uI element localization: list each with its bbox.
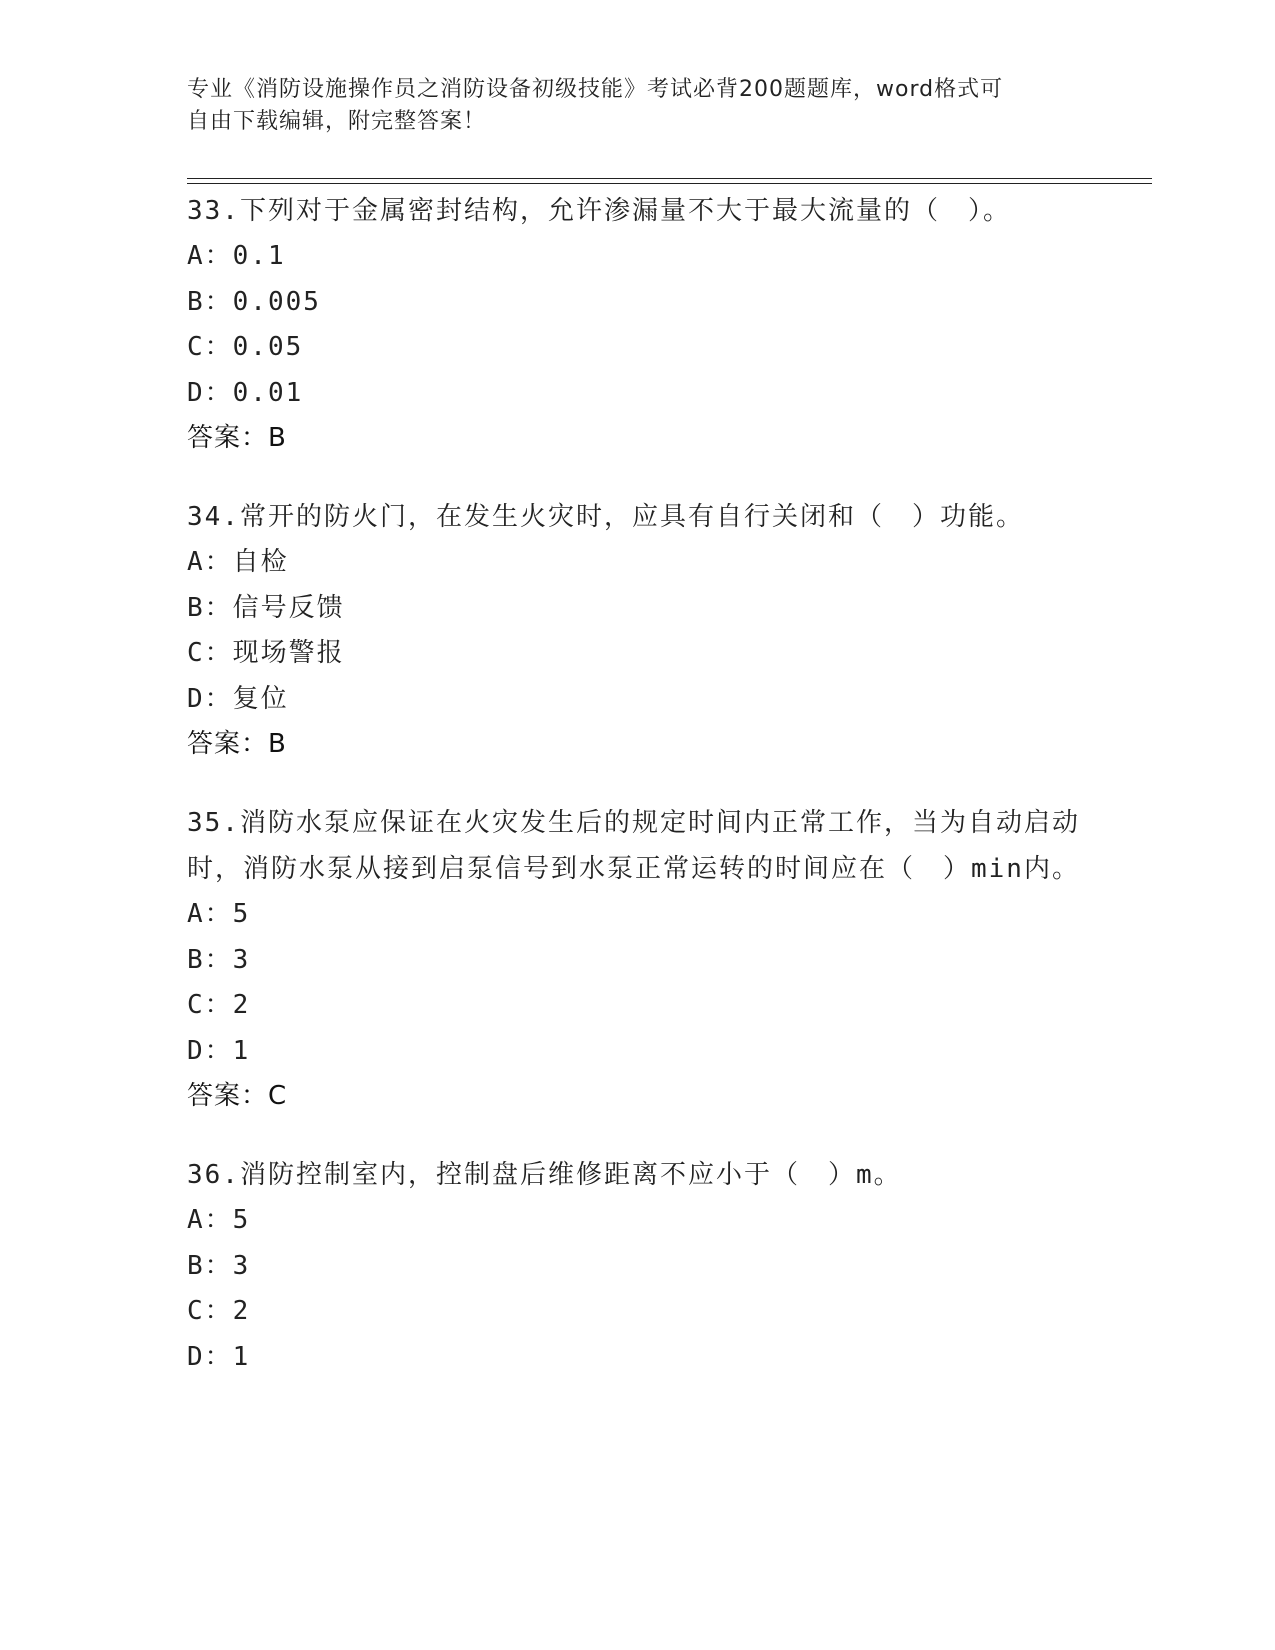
header-divider-bottom: [187, 183, 1152, 184]
answer-line: 答案：B: [187, 423, 287, 453]
question-33: [187, 188, 1087, 461]
option-d: D：1: [187, 1341, 251, 1372]
header-title-line-2: 自由下载编辑，附完整答案！: [187, 109, 487, 134]
question-list: [187, 188, 1087, 1413]
option-d: D：0.01: [187, 377, 304, 408]
option-b: B：0.005: [187, 286, 321, 317]
question-34: [187, 494, 1087, 767]
header-divider-top: [187, 178, 1152, 179]
option-d: D：1: [187, 1035, 251, 1066]
option-d: D：复位: [187, 683, 289, 714]
option-a: A：5: [187, 1205, 251, 1235]
option-a: A：0.1: [187, 241, 286, 271]
question-stem: 34.常开的防火门，在发生火灾时，应具有自行关闭和（ ）功能。: [187, 502, 1024, 532]
option-b: B：信号反馈: [187, 592, 345, 623]
option-c: C：2: [187, 990, 251, 1020]
document-header: [187, 74, 1087, 138]
answer-line: 答案：C: [187, 1081, 288, 1111]
question-stem: 36.消防控制室内，控制盘后维修距离不应小于（ ）m。: [187, 1160, 902, 1190]
option-a: A：5: [187, 899, 251, 929]
answer-line: 答案：B: [187, 729, 287, 759]
question-stem: 33.下列对于金属密封结构，允许渗漏量不大于最大流量的（ ）。: [187, 196, 1011, 226]
option-c: C：2: [187, 1296, 251, 1326]
option-b: B：3: [187, 1250, 251, 1281]
question-36: [187, 1152, 1087, 1380]
header-title-line-1: 专业《消防设施操作员之消防设备初级技能》考试必背200题题库，word格式可: [187, 77, 1004, 102]
option-c: C：0.05: [187, 332, 304, 362]
question-35: [187, 800, 1087, 1119]
option-a: A：自检: [187, 547, 289, 577]
question-stem: 35.消防水泵应保证在火灾发生后的规定时间内正常工作，当为自动启动时，消防水泵从接到启泵信号到水泵正常运转的时间应在（ ）min内。: [187, 808, 1080, 884]
option-b: B：3: [187, 944, 251, 975]
option-c: C：现场警报: [187, 638, 345, 668]
